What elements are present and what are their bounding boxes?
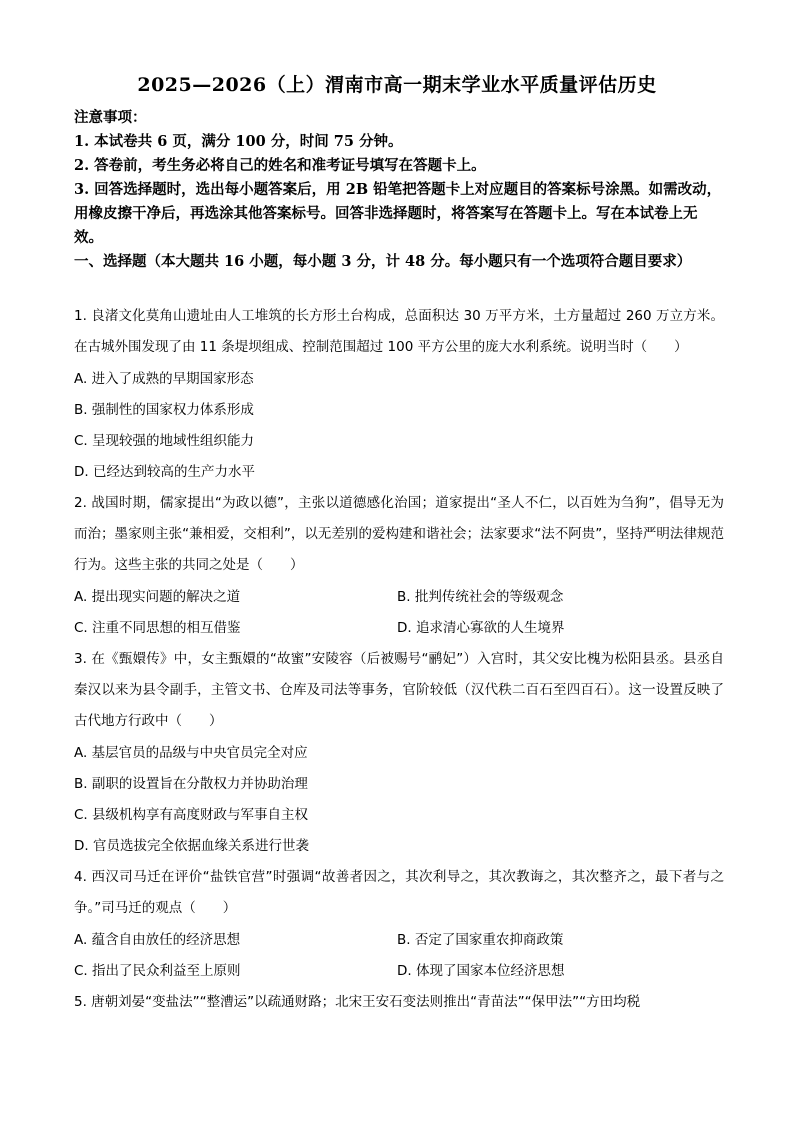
notice-item-2: 2. 答卷前，考生务必将自己的姓名和准考证号填写在答题卡上。 xyxy=(74,157,486,174)
question-3-option-b: B. 副职的设置旨在分散权力并协助治理 xyxy=(74,776,308,792)
question-4-stem: 4. 西汉司马迁在评价“盐铁官营”时强调“故善者因之，其次利导之，其次教诲之，其次整齐之，最下者与之争。”司马迁的观点（ ） xyxy=(74,869,724,916)
question-1-option-a: A. 进入了成熟的早期国家形态 xyxy=(74,371,254,387)
question-2-option-d: D. 追求清心寡欲的人生境界 xyxy=(397,620,565,636)
question-5-stem: 5. 唐朝刘晏“变盐法”“整漕运”以疏通财路；北宋王安石变法则推出“青苗法”“保甲法”“方田均税 xyxy=(74,994,641,1010)
question-4-option-c: C. 指出了民众利益至上原则 xyxy=(74,963,241,979)
question-3-option-a: A. 基层官员的品级与中央官员完全对应 xyxy=(74,745,308,761)
question-1-stem: 1. 良渚文化莫角山遗址由人工堆筑的长方形土台构成，总面积达 30 万平方米，土方量超过 260 万立方米。在古城外围发现了由 11 条堤坝组成、控制范围超过 100 平方公里的庞大水利系统。说明当时（ ） xyxy=(74,308,724,355)
section-heading: 一、选择题（本大题共 16 小题，每小题 3 分，计 48 分。每小题只有一个选项符合题目要求） xyxy=(74,253,692,270)
notice-item-1: 1. 本试卷共 6 页，满分 100 分，时间 75 分钟。 xyxy=(74,133,403,150)
question-2-option-b: B. 批判传统社会的等级观念 xyxy=(397,589,564,605)
question-4-option-b: B. 否定了国家重农抑商政策 xyxy=(397,932,564,948)
question-2-option-a: A. 提出现实问题的解决之道 xyxy=(74,589,241,605)
question-1-option-b: B. 强制性的国家权力体系形成 xyxy=(74,402,254,418)
question-3-option-d: D. 官员选拔完全依据血缘关系进行世袭 xyxy=(74,838,309,854)
question-3-stem: 3. 在《甄嬛传》中，女主甄嬛的“故蜜”安陵容（后被赐号“鹂妃”）入宫时，其父安比槐为松阳县丞。县丞自秦汉以来为县令副手，主管文书、仓库及司法等事务，官阶较低（汉代秩二百石至四百石）。这一设置反映了古代地方行政中（ ） xyxy=(74,651,724,729)
exam-title: 2025—2026（上）渭南市高一期末学业水平质量评估历史 xyxy=(137,74,657,96)
notice-item-3: 3. 回答选择题时，选出每小题答案后，用 2B 铅笔把答题卡上对应题目的答案标号涂黑。如需改动，用橡皮擦干净后，再选涂其他答案标号。回答非选择题时，将答案写在答题卡上。写在本试卷上无效。 xyxy=(74,181,722,246)
question-1-option-c: C. 呈现较强的地域性组织能力 xyxy=(74,433,255,449)
notice-heading: 注意事项： xyxy=(74,109,147,126)
question-2-option-c: C. 注重不同思想的相互借鉴 xyxy=(74,620,241,636)
question-4-option-d: D. 体现了国家本位经济思想 xyxy=(397,963,565,979)
question-1-option-d: D. 已经达到较高的生产力水平 xyxy=(74,464,255,480)
question-2-stem: 2. 战国时期，儒家提出“为政以德”，主张以道德感化治国；道家提出“圣人不仁，以百姓为刍狗”，倡导无为而治；墨家则主张“兼相爱，交相利”，以无差别的爱构建和谐社会；法家要求“法不阿贵”，坚持严明法律规范行为。这些主张的共同之处是（ ） xyxy=(74,495,724,573)
question-3-option-c: C. 县级机构享有高度财政与军事自主权 xyxy=(74,807,309,823)
question-4-option-a: A. 蕴含自由放任的经济思想 xyxy=(74,932,241,948)
